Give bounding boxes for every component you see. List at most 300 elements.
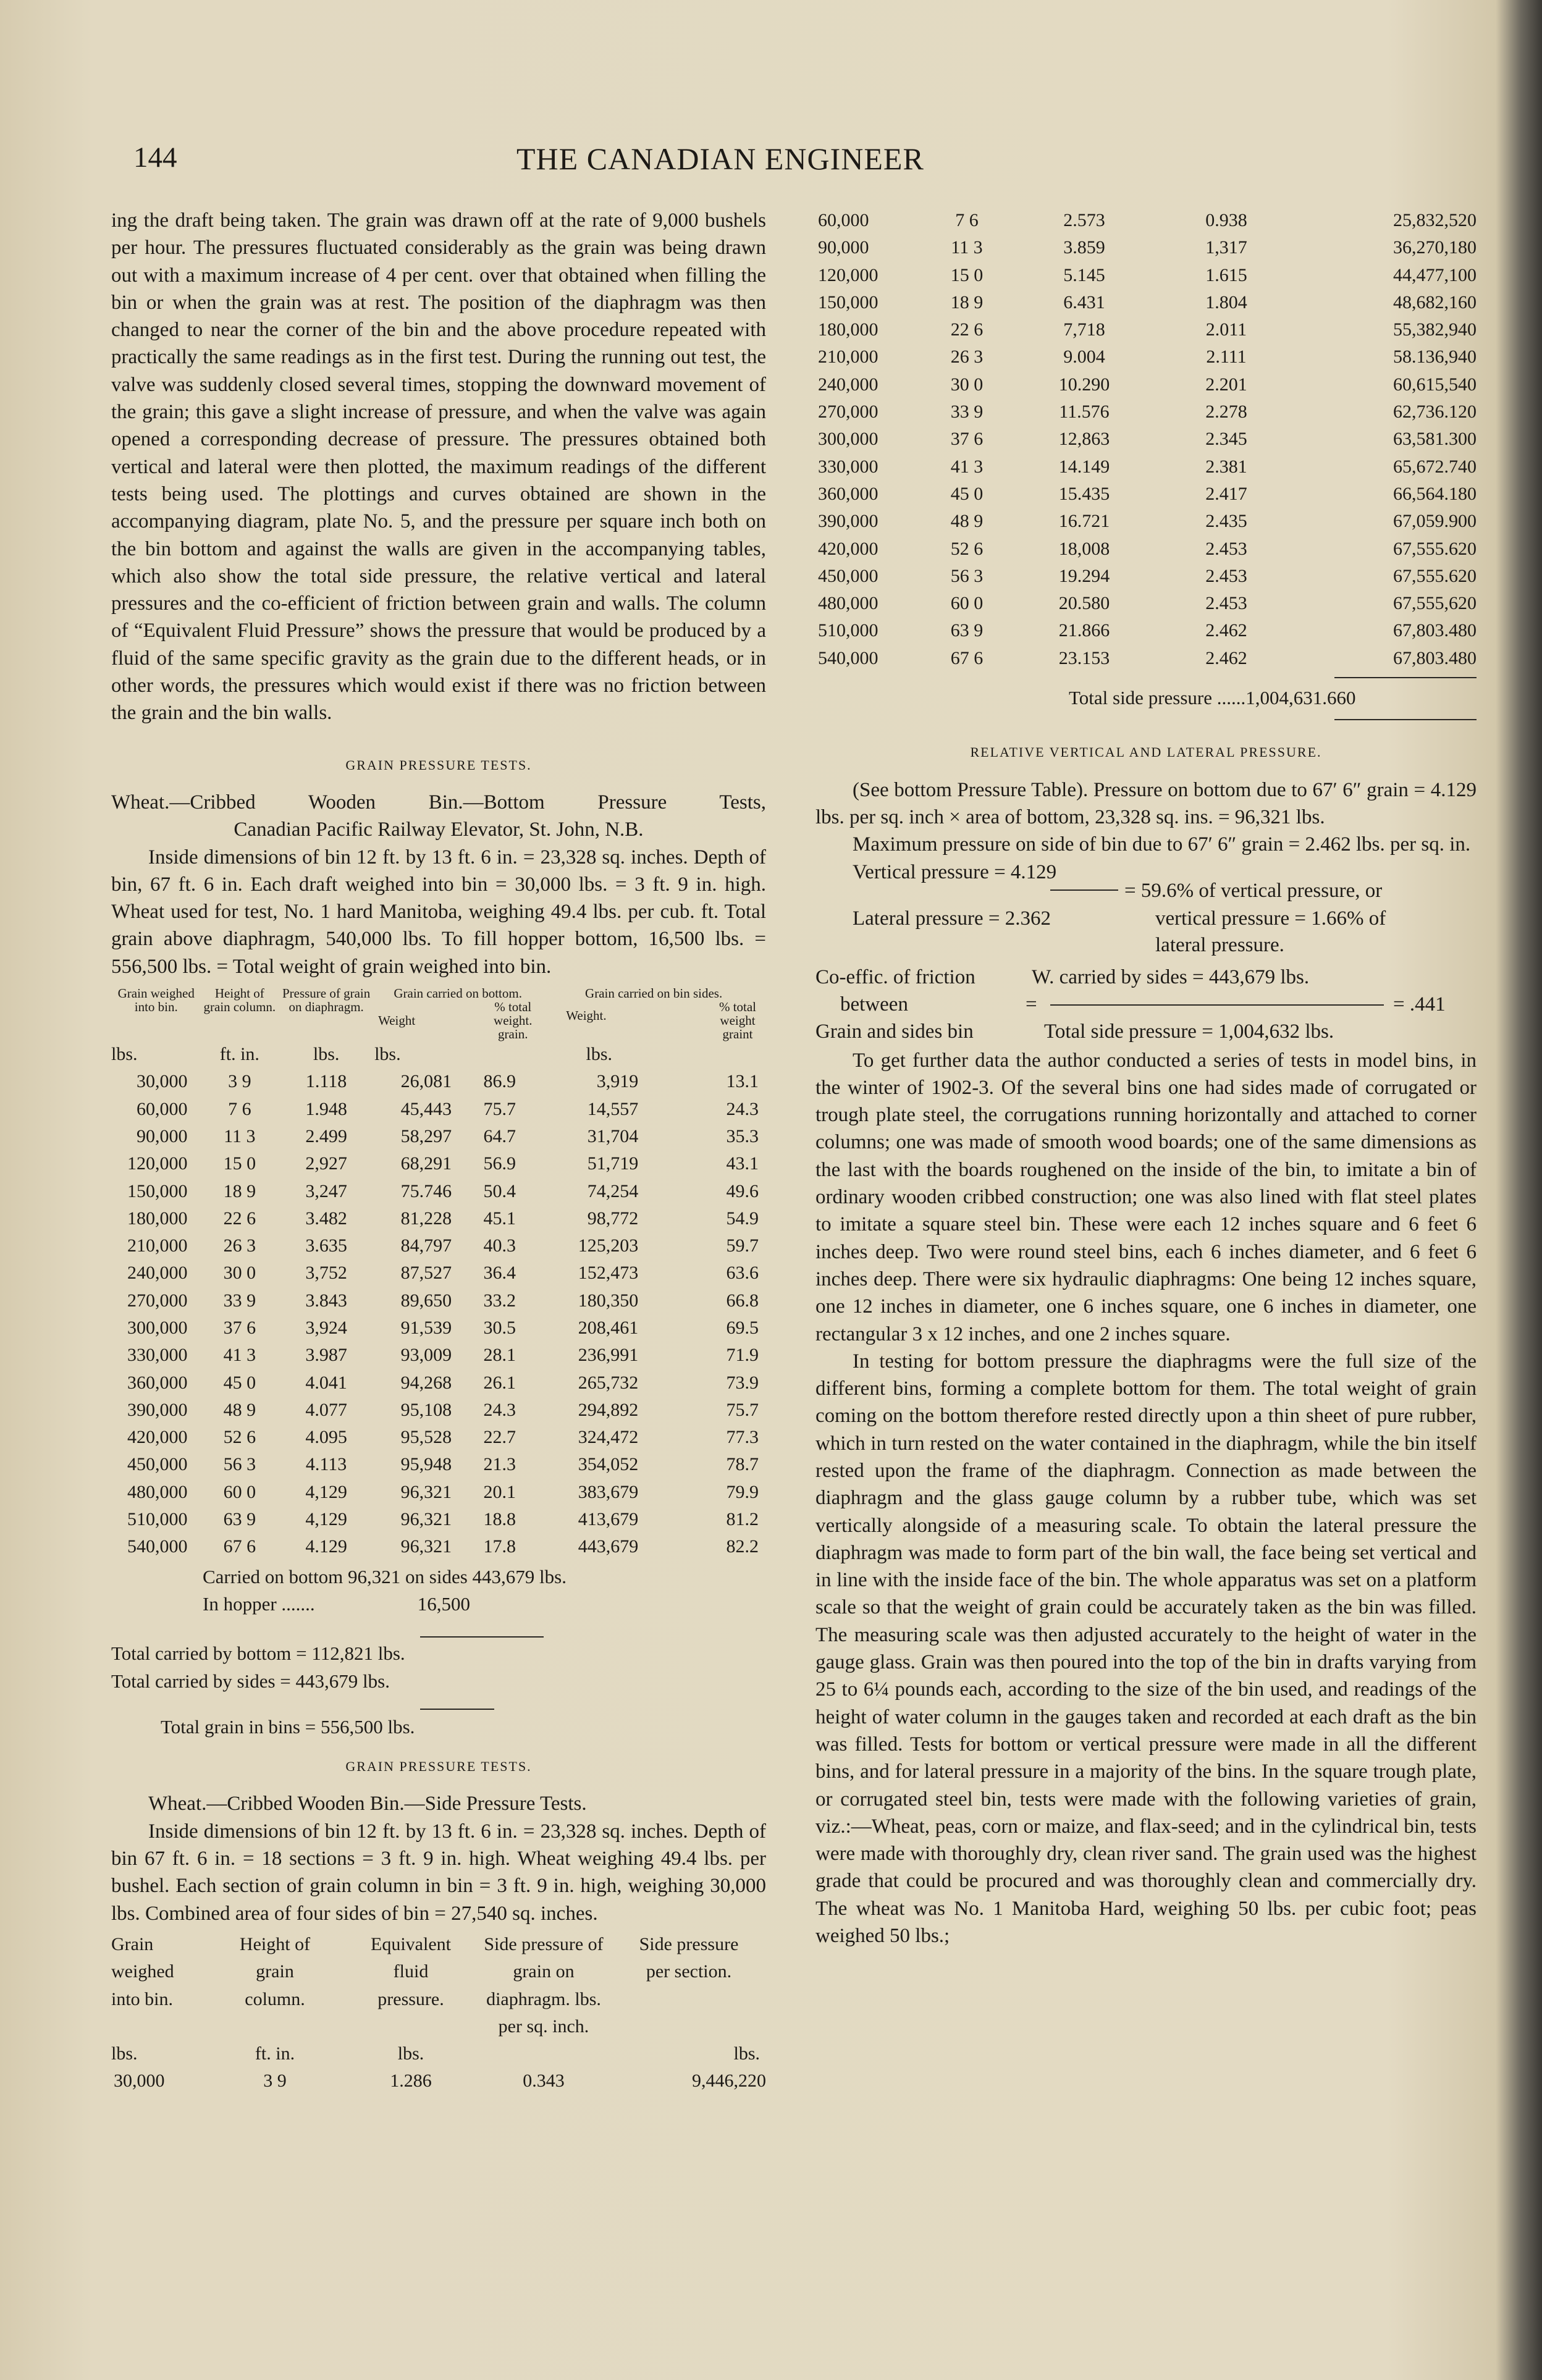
cell-sides-pct: 77.3 bbox=[726, 1427, 759, 1448]
cell-section-pressure: 36,270,180 bbox=[1393, 237, 1477, 258]
cell-grain-weighed: 30,000 bbox=[114, 2071, 165, 2092]
cell-bottom-weight: 75.746 bbox=[400, 1180, 452, 1201]
cell-bottom-weight: 58,297 bbox=[400, 1125, 452, 1146]
cell-pressure: 3,247 bbox=[305, 1180, 347, 1201]
table-row bbox=[111, 1287, 766, 1314]
table-row bbox=[815, 371, 1477, 398]
cell-bottom-weight: 68,291 bbox=[400, 1153, 452, 1174]
unit-cell: lbs. bbox=[733, 2043, 760, 2064]
cell-height: 15 0 bbox=[950, 264, 984, 285]
vertical-pressure: Vertical pressure = 4.129 bbox=[853, 860, 1057, 883]
carried-summary bbox=[111, 1563, 766, 1741]
ratio-line-1: = 59.6% of vertical pressure, or bbox=[1124, 879, 1383, 902]
friction-block: Co-effic. of friction between Grain and sides bin W. carried by sides = 443,679 lbs. = Total side pressure = 1,004,632 lbs. = .441 bbox=[815, 964, 1477, 1047]
cell-height: 30 0 bbox=[950, 374, 984, 395]
unit-cell: lbs. bbox=[374, 1044, 401, 1065]
cell-pressure: 3.635 bbox=[305, 1235, 347, 1256]
cell-grain-weighed: 210,000 bbox=[127, 1235, 188, 1256]
bottom-test-title-1: Wheat.—Cribbed Wooden Bin.—Bottom Pressure Tests, bbox=[111, 791, 766, 814]
cell-bottom-weight: 45,443 bbox=[400, 1098, 452, 1119]
table-row bbox=[111, 1314, 766, 1342]
cell-height: 18 9 bbox=[950, 292, 984, 313]
table-row bbox=[111, 1451, 766, 1478]
cell-fluid-pressure: 15.435 bbox=[1058, 483, 1110, 504]
table-row bbox=[111, 1205, 766, 1232]
cell-fluid-pressure: 18,008 bbox=[1058, 538, 1110, 559]
cell-sides-weight: 14,557 bbox=[587, 1098, 639, 1119]
table-row bbox=[111, 1369, 766, 1397]
table-row bbox=[111, 1479, 766, 1506]
col-header-carried-bottom bbox=[374, 986, 541, 1041]
cell-side-pressure: 1,317 bbox=[1205, 237, 1247, 258]
table-row bbox=[815, 316, 1477, 343]
table-row bbox=[111, 1178, 766, 1205]
table-row bbox=[111, 2067, 766, 2095]
side-pressure-table-continued bbox=[815, 207, 1477, 672]
cell-grain-weighed: 120,000 bbox=[818, 264, 878, 285]
total-grain: Total grain in bins = 556,500 lbs. bbox=[161, 1715, 415, 1738]
left-column bbox=[111, 207, 766, 2095]
cell-grain-weighed: 390,000 bbox=[818, 511, 878, 532]
cell-section-pressure: 67,059.900 bbox=[1393, 511, 1477, 532]
cell-bottom-pct: 24.3 bbox=[483, 1399, 516, 1420]
cell-grain-weighed: 210,000 bbox=[818, 347, 878, 368]
hopper-label: In hopper ....... bbox=[203, 1592, 315, 1615]
cell-bottom-pct: 18.8 bbox=[483, 1509, 516, 1530]
cell-grain-weighed: 330,000 bbox=[818, 456, 878, 477]
cell-height: 18 9 bbox=[223, 1180, 256, 1201]
cell-grain-weighed: 540,000 bbox=[127, 1536, 188, 1557]
side-test-title: Wheat.—Cribbed Wooden Bin.—Side Pressure Tests. bbox=[148, 1793, 587, 1815]
subheader-weight-sides: Weight. bbox=[566, 1008, 607, 1024]
cell-grain-weighed: 450,000 bbox=[818, 565, 878, 586]
cell-bottom-pct: 21.3 bbox=[483, 1454, 516, 1475]
cell-pressure: 3.482 bbox=[305, 1208, 347, 1229]
cell-sides-weight: 208,461 bbox=[578, 1317, 639, 1338]
cell-sides-pct: 81.2 bbox=[726, 1509, 759, 1530]
cell-grain-weighed: 60,000 bbox=[818, 210, 869, 230]
table-row bbox=[815, 645, 1477, 672]
cell-section-pressure: 55,382,940 bbox=[1393, 319, 1477, 340]
carried-sides-group-label: Grain carried on bin sides. bbox=[585, 986, 723, 1001]
cell-grain-weighed: 420,000 bbox=[818, 538, 878, 559]
cell-height: 45 0 bbox=[950, 483, 984, 504]
cell-height: 41 3 bbox=[950, 456, 984, 477]
cell-grain-weighed: 360,000 bbox=[127, 1372, 188, 1393]
unit-cell: lbs. bbox=[111, 1044, 138, 1065]
cell-pressure: 4.095 bbox=[305, 1427, 347, 1448]
table-row bbox=[815, 289, 1477, 316]
cell-grain-weighed: 480,000 bbox=[818, 593, 878, 614]
cell-bottom-pct: 26.1 bbox=[483, 1372, 516, 1393]
cell-sides-weight: 51,719 bbox=[587, 1153, 639, 1174]
cell-grain-weighed: 90,000 bbox=[818, 237, 869, 258]
cell-height: 30 0 bbox=[223, 1263, 256, 1284]
cell-sides-pct: 54.9 bbox=[726, 1208, 759, 1229]
cell-fluid-pressure: 23.153 bbox=[1058, 647, 1110, 668]
cell-fluid-pressure: 5.145 bbox=[1063, 264, 1105, 285]
cell-sides-weight: 265,732 bbox=[578, 1372, 639, 1393]
cell-grain-weighed: 390,000 bbox=[127, 1399, 188, 1420]
bottom-pressure-table bbox=[111, 986, 766, 1561]
table-row bbox=[111, 1533, 766, 1560]
cell-side-pressure: 2.201 bbox=[1205, 374, 1247, 395]
cell-sides-weight: 31,704 bbox=[587, 1125, 639, 1146]
cell-height: 33 9 bbox=[223, 1290, 256, 1311]
cof-label-c: Grain and sides bin bbox=[815, 1020, 974, 1043]
cell-section-pressure: 67,803.480 bbox=[1393, 647, 1477, 668]
intro-paragraph: ing the draft being taken. The grain was drawn off at the rate of 9,000 bushels per hour. The pressures fluctuated considerably as the grain was being drawn out with a maximum increase of 4 per cent. over that obtained when filling the bin or when the grain was at rest. The position of the diaphragm was then changed to near the corner of the bin and the above procedure repeated with practically the same readings as in the first test. During the running out test, the valve was suddenly closed several times, stopping the downward movement of the grain; this gave a slight increase of pressure, and when the valve was again opened a corresponding decrease of pressure. The pressures obtained both vertical and lateral were then plotted, the maximum readings of the different tests being used. The plottings and curves obtained are shown in the accompanying diagram, plate No. 5, and the pressure per square inch both on the bin bottom and against the walls are given in the accompanying tables, which also show the total side pressure, the relative vertical and lateral pressures and the co-efficient of friction between grain and walls. The column of “Equivalent Fluid Pressure” shows the pressure that would be produced by a fluid of the same specific gravity as the grain due to the different heads, or in other words, the pressures which would exist if there was no friction between the grain and the bin walls. bbox=[111, 209, 766, 725]
table-row bbox=[111, 1150, 766, 1177]
table-row bbox=[815, 262, 1477, 289]
running-header bbox=[0, 141, 1542, 184]
cell-fluid-pressure: 16.721 bbox=[1058, 511, 1110, 532]
cell-pressure: 4.077 bbox=[305, 1399, 347, 1420]
cell-grain-weighed: 300,000 bbox=[127, 1317, 188, 1338]
cell-fluid-pressure: 7,718 bbox=[1063, 319, 1105, 340]
on-sides-label: on sides bbox=[405, 1565, 468, 1587]
cell-grain-weighed: 90,000 bbox=[136, 1125, 188, 1146]
cell-fluid-pressure: 3.859 bbox=[1063, 237, 1105, 258]
cell-grain-weighed: 150,000 bbox=[818, 292, 878, 313]
cell-section-pressure: 62,736.120 bbox=[1393, 402, 1477, 423]
cell-grain-weighed: 60,000 bbox=[136, 1098, 188, 1119]
side-col-header-height: Height of grain column. bbox=[239, 1933, 311, 2009]
table-row bbox=[815, 590, 1477, 617]
cell-grain-weighed: 510,000 bbox=[127, 1509, 188, 1530]
cof-value: = .441 bbox=[1393, 993, 1446, 1015]
cell-bottom-pct: 20.1 bbox=[483, 1481, 516, 1502]
cell-grain-weighed: 420,000 bbox=[127, 1427, 188, 1448]
cell-section-pressure: 58.136,940 bbox=[1393, 347, 1477, 368]
ratio-block bbox=[815, 859, 1477, 964]
cell-sides-weight: 324,472 bbox=[578, 1427, 639, 1448]
cell-side-pressure: 2.453 bbox=[1205, 538, 1247, 559]
cell-sides-weight: 294,892 bbox=[578, 1399, 639, 1420]
cell-side-pressure: 1.615 bbox=[1205, 264, 1247, 285]
bottom-test-heading: GRAIN PRESSURE TESTS. bbox=[345, 757, 532, 773]
cell-section-pressure: 63,581.300 bbox=[1393, 429, 1477, 450]
cell-pressure: 2,927 bbox=[305, 1153, 347, 1174]
col-header-grain: Grain weighed into bin. bbox=[117, 986, 195, 1015]
page-number: 144 bbox=[133, 141, 177, 174]
side-pressure-table-head bbox=[111, 1931, 766, 2095]
table-row bbox=[111, 1096, 766, 1123]
cell-side-pressure: 2.111 bbox=[1206, 347, 1247, 368]
cell-bottom-weight: 91,539 bbox=[400, 1317, 452, 1338]
subheader-pct-bottom: % total weight. grain. bbox=[494, 999, 533, 1042]
cell-pressure: 4.113 bbox=[305, 1454, 347, 1475]
cell-fluid-pressure: 19.294 bbox=[1058, 565, 1110, 586]
carried-bottom-label: Carried on bottom bbox=[203, 1565, 343, 1587]
carried-bottom-value: 96,321 bbox=[348, 1565, 401, 1587]
cell-grain-weighed: 510,000 bbox=[818, 620, 878, 641]
table-row bbox=[111, 1232, 766, 1259]
cell-sides-weight: 443,679 bbox=[578, 1536, 639, 1557]
cell-side-pressure: 2.381 bbox=[1205, 456, 1247, 477]
cell-sides-weight: 125,203 bbox=[578, 1235, 639, 1256]
cell-bottom-pct: 33.2 bbox=[483, 1290, 516, 1311]
relative-line-2: Maximum pressure on side of bin due to 67′ 6″ grain = 2.462 lbs. per sq. in. bbox=[853, 833, 1471, 856]
cell-height: 15 0 bbox=[223, 1153, 256, 1174]
cell-height: 56 3 bbox=[950, 565, 984, 586]
cell-pressure: 1.118 bbox=[305, 1071, 347, 1092]
cell-fluid-pressure: 10.290 bbox=[1058, 374, 1110, 395]
cell-sides-weight: 74,254 bbox=[587, 1180, 639, 1201]
cell-pressure: 3,924 bbox=[305, 1317, 347, 1338]
cell-sides-pct: 63.6 bbox=[726, 1263, 759, 1284]
table-row bbox=[815, 563, 1477, 590]
units-row bbox=[111, 1041, 766, 1068]
cell-grain-weighed: 330,000 bbox=[127, 1345, 188, 1366]
cell-sides-pct: 49.6 bbox=[726, 1180, 759, 1201]
cell-bottom-pct: 30.5 bbox=[483, 1317, 516, 1338]
body-paragraph-1: To get further data the author conducted a series of tests in model bins, in the winter of 1902-3. Of the several bins one had sides made of corrugated or trough plate steel, the corrugations running horizontally and attached to corner columns; one was made of smooth wood boards; one of the same dimensions as the last with the boards roughened on the inside of the bin, to imitate a bin of ordinary wooden cribbed construction; one was also lined with flat steel plates to imitate a square steel bin. These were each 12 inches square and 6 feet 6 inches deep. Two were round steel bins, each 6 inches diameter, and 6 feet 6 inches deep. There were six hydraulic diaphragms: One being 12 inches square, one 12 inches in diameter, one 6 inches square, one 6 inches in diameter, one rectangular 3 x 12 inches, and one 2 inches square. bbox=[815, 1049, 1477, 1345]
cell-sides-pct: 75.7 bbox=[726, 1399, 759, 1420]
right-column bbox=[815, 207, 1477, 1949]
cell-bottom-weight: 95,948 bbox=[400, 1454, 452, 1475]
cell-height: 22 6 bbox=[950, 319, 984, 340]
hopper-value: 16,500 bbox=[417, 1592, 470, 1615]
total-side-pressure bbox=[815, 684, 1477, 712]
cell-bottom-pct: 75.7 bbox=[483, 1098, 516, 1119]
cell-sides-weight: 152,473 bbox=[578, 1263, 639, 1284]
body-paragraph-2: In testing for bottom pressure the diaphragms were the full size of the different bins, forming a complete bottom for them. The total weight of grain coming on the bottom therefore rested directly upon a thin sheet of pure rubber, which in turn rested on the water contained in the diaphragm, while the bin itself rested upon the frame of the diaphragm. Connection as made between the diaphragm and the glass gauge column by a rubber tube, which was set vertically alongside of a measuring scale. To obtain the lateral pressure the diaphragm was made to form part of the bin wall, the face being set vertical and in line with the inside face of the bin. The whole apparatus was set on a platform scale so that the weight of grain could be accurately taken as the bin was filled. The measuring scale was then adjusted accurately to the height of water in the gauge glass. Grain was then poured into the top of the bin in drafts varying from 25 to 6¼ pounds each, according to the size of the bin used, and readings of the height of water column in the gauges taken and recorded at each draft as the bin was filled. Tests for bottom or vertical pressure were made in all the different bins, and for lateral pressure in a majority of the bins. In the square trough plate, or corrugated steel bin, tests were made with the following varieties of grain, viz.:—Wheat, peas, corn or maize, and flax-seed; and in the cylindrical bin, tests were made with thoroughly dry, clean river sand. The grain used was the highest grade that could be procured and was thoroughly clean and commercially dry. The wheat was No. 1 Manitoba Hard, weighing 50 lbs. per cubic foot; peas weighed 50 lbs.; bbox=[815, 1350, 1477, 1948]
total-sides: Total carried by sides = 443,679 lbs. bbox=[111, 1670, 390, 1692]
cell-sides-pct: 78.7 bbox=[726, 1454, 759, 1475]
table-row bbox=[111, 1068, 766, 1095]
cell-bottom-pct: 40.3 bbox=[483, 1235, 516, 1256]
carried-sides-value: 443,679 lbs. bbox=[472, 1565, 567, 1587]
table-row bbox=[815, 453, 1477, 481]
table-row bbox=[815, 207, 1477, 234]
unit-cell: ft. in. bbox=[219, 1044, 259, 1065]
cell-bottom-weight: 93,009 bbox=[400, 1345, 452, 1366]
cell-pressure: 3.843 bbox=[305, 1290, 347, 1311]
bottom-test-title-2: Canadian Pacific Railway Elevator, St. John, N.B. bbox=[234, 818, 644, 841]
table-row bbox=[111, 1506, 766, 1533]
cell-height: 63 9 bbox=[223, 1509, 256, 1530]
cell-side-pressure: 0.938 bbox=[1205, 210, 1247, 230]
cell-bottom-weight: 87,527 bbox=[400, 1263, 452, 1284]
cell-height: 45 0 bbox=[223, 1372, 256, 1393]
cell-bottom-weight: 94,268 bbox=[400, 1372, 452, 1393]
table-row bbox=[815, 508, 1477, 535]
cell-height: 7 6 bbox=[228, 1098, 251, 1119]
cell-side-pressure: 2.278 bbox=[1205, 402, 1247, 423]
cell-side-pressure: 0.343 bbox=[523, 2071, 565, 2092]
col-header-pressure: Pressure of grain on diaphragm. bbox=[282, 986, 371, 1015]
col-header-carried-sides bbox=[541, 986, 766, 1041]
cell-height: 63 9 bbox=[950, 620, 984, 641]
col-header-height: Height of grain column. bbox=[203, 986, 276, 1015]
cell-sides-weight: 383,679 bbox=[578, 1481, 639, 1502]
cell-fluid-pressure: 6.431 bbox=[1063, 292, 1105, 313]
cell-section-pressure: 67,555.620 bbox=[1393, 538, 1477, 559]
cell-fluid-pressure: 2.573 bbox=[1063, 210, 1105, 230]
cell-sides-pct: 13.1 bbox=[726, 1071, 759, 1092]
table-row bbox=[815, 617, 1477, 644]
cell-section-pressure: 9,446,220 bbox=[692, 2071, 766, 2092]
cell-grain-weighed: 240,000 bbox=[127, 1263, 188, 1284]
cell-grain-weighed: 450,000 bbox=[127, 1454, 188, 1475]
cell-grain-weighed: 180,000 bbox=[127, 1208, 188, 1229]
cell-height: 3 9 bbox=[263, 2071, 287, 2092]
cell-pressure: 2.499 bbox=[305, 1125, 347, 1146]
cell-grain-weighed: 270,000 bbox=[127, 1290, 188, 1311]
cell-height: 7 6 bbox=[955, 210, 979, 230]
table-row bbox=[815, 343, 1477, 371]
cell-section-pressure: 65,672.740 bbox=[1393, 456, 1477, 477]
total-side-label: Total side pressure ...... bbox=[1069, 687, 1246, 709]
cell-height: 67 6 bbox=[223, 1536, 256, 1557]
cell-side-pressure: 1.804 bbox=[1205, 292, 1247, 313]
cell-sides-pct: 71.9 bbox=[726, 1345, 759, 1366]
cell-sides-pct: 79.9 bbox=[726, 1481, 759, 1502]
cell-section-pressure: 60,615,540 bbox=[1393, 374, 1477, 395]
cell-fluid-pressure: 11.576 bbox=[1059, 402, 1110, 423]
journal-title: THE CANADIAN ENGINEER bbox=[516, 141, 924, 176]
cell-grain-weighed: 540,000 bbox=[818, 647, 878, 668]
cell-sides-weight: 413,679 bbox=[578, 1509, 639, 1530]
side-col-header-grain: Grain weighed into bin. bbox=[111, 1933, 174, 2009]
cell-grain-weighed: 360,000 bbox=[818, 483, 878, 504]
table-row bbox=[111, 1123, 766, 1150]
side-col-header-section: Side pressure per section. bbox=[639, 1933, 739, 1982]
table-row bbox=[815, 481, 1477, 508]
relative-line-1: (See bottom Pressure Table). Pressure on bottom due to 67′ 6″ grain = 4.129 lbs. per sq. inch × area of bottom, 23,328 sq. ins. = 96,321 lbs. bbox=[815, 778, 1477, 828]
side-col-header-fluid: Equivalent fluid pressure. bbox=[371, 1933, 451, 2009]
cell-sides-pct: 73.9 bbox=[726, 1372, 759, 1393]
cell-grain-weighed: 270,000 bbox=[818, 402, 878, 423]
cell-grain-weighed: 480,000 bbox=[127, 1481, 188, 1502]
cell-height: 3 9 bbox=[228, 1071, 251, 1092]
cell-section-pressure: 48,682,160 bbox=[1393, 292, 1477, 313]
side-test-description: Inside dimensions of bin 12 ft. by 13 ft. 6 in. = 23,328 sq. inches. Depth of bin 67 ft. 6 in. = 18 sections = 3 ft. 9 in. high. Wheat weighing 49.4 lbs. per bushel. Each section of grain column in bin = 3 ft. 9 in. high, weighing 30,000 lbs. Combined area of four sides of bin = 27,540 sq. inches. bbox=[111, 1820, 766, 1925]
table-row bbox=[111, 1397, 766, 1424]
cell-bottom-weight: 89,650 bbox=[400, 1290, 452, 1311]
cell-bottom-weight: 96,321 bbox=[400, 1509, 452, 1530]
table-row bbox=[815, 426, 1477, 453]
cell-height: 26 3 bbox=[950, 347, 984, 368]
carried-bottom-group-label: Grain carried on bottom. bbox=[394, 986, 522, 1001]
cell-bottom-weight: 96,321 bbox=[400, 1536, 452, 1557]
cell-height: 52 6 bbox=[223, 1427, 256, 1448]
cell-sides-weight: 3,919 bbox=[596, 1071, 639, 1092]
unit-cell: lbs. bbox=[586, 1044, 613, 1065]
cell-height: 11 3 bbox=[951, 237, 983, 258]
cell-sides-pct: 82.2 bbox=[726, 1536, 759, 1557]
cell-grain-weighed: 240,000 bbox=[818, 374, 878, 395]
cell-sides-weight: 354,052 bbox=[578, 1454, 639, 1475]
cell-bottom-pct: 36.4 bbox=[483, 1263, 516, 1284]
cell-sides-pct: 43.1 bbox=[726, 1153, 759, 1174]
cell-pressure: 4.041 bbox=[305, 1372, 347, 1393]
cell-sides-weight: 98,772 bbox=[587, 1208, 639, 1229]
side-col-header-side: Side pressure of grain on diaphragm. lbs. per sq. inch. bbox=[484, 1933, 604, 2037]
unit-cell: lbs. bbox=[111, 2043, 138, 2064]
table-row bbox=[815, 234, 1477, 261]
cell-pressure: 4,129 bbox=[305, 1481, 347, 1502]
cell-bottom-weight: 95,108 bbox=[400, 1399, 452, 1420]
cell-section-pressure: 67,555.620 bbox=[1393, 565, 1477, 586]
cell-pressure: 3.987 bbox=[305, 1345, 347, 1366]
cell-side-pressure: 2.462 bbox=[1205, 620, 1247, 641]
cell-bottom-weight: 26,081 bbox=[400, 1071, 452, 1092]
unit-cell: lbs. bbox=[397, 2043, 424, 2064]
cell-grain-weighed: 300,000 bbox=[818, 429, 878, 450]
cell-height: 48 9 bbox=[223, 1399, 256, 1420]
cell-bottom-weight: 96,321 bbox=[400, 1481, 452, 1502]
cell-height: 56 3 bbox=[223, 1454, 256, 1475]
cell-bottom-weight: 95,528 bbox=[400, 1427, 452, 1448]
cell-side-pressure: 2.011 bbox=[1205, 319, 1247, 340]
cell-section-pressure: 66,564.180 bbox=[1393, 483, 1477, 504]
total-bottom: Total carried by bottom = 112,821 lbs. bbox=[111, 1642, 405, 1665]
cell-height: 60 0 bbox=[223, 1481, 256, 1502]
cell-bottom-pct: 86.9 bbox=[483, 1071, 516, 1092]
cell-section-pressure: 44,477,100 bbox=[1393, 264, 1477, 285]
cell-section-pressure: 67,555,620 bbox=[1393, 593, 1477, 614]
cell-fluid-pressure: 9.004 bbox=[1063, 347, 1105, 368]
side-units-row bbox=[111, 2040, 766, 2067]
cell-side-pressure: 2.435 bbox=[1205, 511, 1247, 532]
cell-grain-weighed: 180,000 bbox=[818, 319, 878, 340]
cell-height: 48 9 bbox=[950, 511, 984, 532]
table-row bbox=[815, 536, 1477, 563]
total-side-value: 1,004,631.660 bbox=[1245, 687, 1356, 709]
cell-bottom-weight: 84,797 bbox=[400, 1235, 452, 1256]
cell-bottom-pct: 50.4 bbox=[483, 1180, 516, 1201]
cell-fluid-pressure: 1.286 bbox=[390, 2071, 432, 2092]
cell-height: 26 3 bbox=[223, 1235, 256, 1256]
cell-sides-weight: 180,350 bbox=[578, 1290, 639, 1311]
cell-height: 60 0 bbox=[950, 593, 984, 614]
cell-grain-weighed: 150,000 bbox=[127, 1180, 188, 1201]
subheader-weight: Weight bbox=[378, 1013, 416, 1028]
cell-sides-weight: 236,991 bbox=[578, 1345, 639, 1366]
cell-grain-weighed: 30,000 bbox=[136, 1071, 188, 1092]
cell-height: 33 9 bbox=[950, 402, 984, 423]
cell-height: 37 6 bbox=[223, 1317, 256, 1338]
cell-pressure: 1.948 bbox=[305, 1098, 347, 1119]
cell-bottom-pct: 64.7 bbox=[483, 1125, 516, 1146]
cell-bottom-pct: 45.1 bbox=[483, 1208, 516, 1229]
cell-height: 41 3 bbox=[223, 1345, 256, 1366]
table-row bbox=[111, 1342, 766, 1369]
cof-label-a: Co-effic. of friction bbox=[815, 965, 975, 988]
ratio-line-2: vertical pressure = 1.66% of bbox=[1155, 907, 1386, 930]
table-row bbox=[111, 1424, 766, 1451]
cell-pressure: 4.129 bbox=[305, 1536, 347, 1557]
cell-sides-pct: 24.3 bbox=[726, 1098, 759, 1119]
cell-sides-pct: 59.7 bbox=[726, 1235, 759, 1256]
cell-sides-pct: 66.8 bbox=[726, 1290, 759, 1311]
cell-sides-pct: 69.5 bbox=[726, 1317, 759, 1338]
cof-label-b: between bbox=[840, 993, 908, 1015]
cell-height: 11 3 bbox=[224, 1125, 256, 1146]
cell-fluid-pressure: 21.866 bbox=[1058, 620, 1110, 641]
ratio-line-3: lateral pressure. bbox=[1155, 933, 1284, 956]
side-test-heading: GRAIN PRESSURE TESTS. bbox=[345, 1759, 532, 1775]
cell-sides-pct: 35.3 bbox=[726, 1125, 759, 1146]
cell-bottom-pct: 56.9 bbox=[483, 1153, 516, 1174]
cell-section-pressure: 25,832,520 bbox=[1393, 210, 1477, 230]
cof-numerator: W. carried by sides = 443,679 lbs. bbox=[1032, 965, 1310, 988]
cell-bottom-weight: 81,228 bbox=[400, 1208, 452, 1229]
cell-grain-weighed: 120,000 bbox=[127, 1153, 188, 1174]
cell-side-pressure: 2.345 bbox=[1205, 429, 1247, 450]
